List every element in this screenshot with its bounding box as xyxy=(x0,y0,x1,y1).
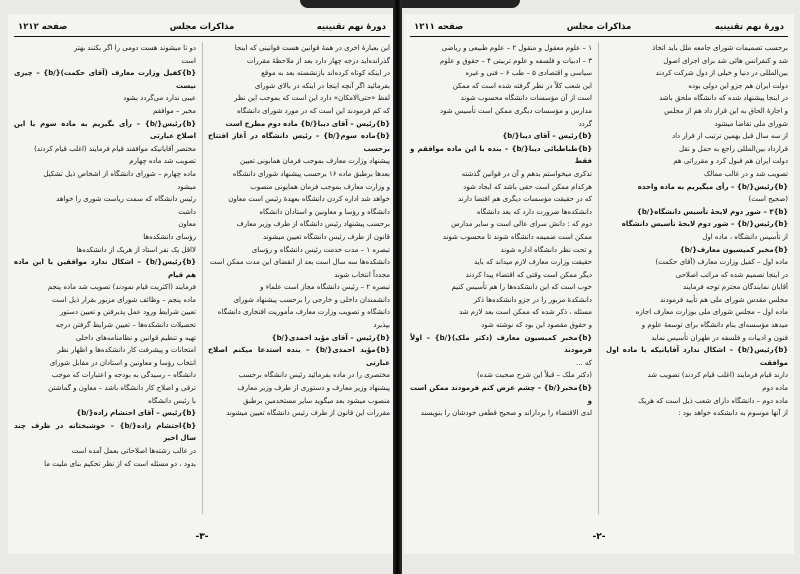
text-line: آقایان نمایندگان محترم توجه فرمایند xyxy=(682,283,788,292)
text-line: (دکتر ملک – قبلاً این شرح صحبت شده) xyxy=(476,371,592,380)
text-line: در اینجا پیشنهاد شده که دانشگاه ملحق باشد xyxy=(659,94,788,103)
text-line: ماده دوم – دانشگاه دارای شعب ذیل است که هریک xyxy=(638,396,788,405)
text-line: تعیین شرایط ورود عمل پذیرفتن و تعیین دستور xyxy=(59,308,196,317)
journal-title: مذاکرات مجلس xyxy=(169,22,235,32)
text-line: در اینجا تصمیم شده که مراتب اصلاحی xyxy=(675,270,788,279)
text-line: دوم که : دانش سرای عالی است و سایر مدارس xyxy=(451,220,592,229)
text-line: پیشنهاد وزارت معارف بموجب فرمان همایونی تعیین xyxy=(240,157,390,166)
text-line: دولت ایران هم جزو این دولی بوده xyxy=(688,81,788,90)
text-line: ماده اول – مجلس شورای ملی بوزارت معارف اجازه xyxy=(635,308,788,317)
text-line: تصویب شد ماده چهارم xyxy=(129,157,196,166)
text-line: بعدها برطبق ماده ۱۶ برحسب پیشنهاد شورای دانشگاه xyxy=(232,169,390,178)
speaker-heading-line: {b}۳ – شور دوم لایحهٔ تأسیس دانشگاه{/b} xyxy=(636,207,788,216)
text-line: هرکدام ممکن است حقی باشد که ایجاد شود xyxy=(463,182,592,191)
text-line: برحسب تصمیمات شورای جامعه ملل باید اتخاذ xyxy=(652,44,788,52)
speaker-heading-line: {b}رئیس{/b} – رأی بگیریم به ماده سوم با این اصلاح عبارتی xyxy=(14,119,196,141)
text-line: مسئله ، ذکر شده که ممکن است بعد لازم شد xyxy=(459,308,592,317)
text-line: دارند قیام فرمایند (اغلب قیام کردند) تصویب شد xyxy=(647,371,788,380)
text-line: قرارداد بین‌المللی راجع به حمل و نقل xyxy=(679,144,788,153)
text-line: است xyxy=(181,56,196,65)
text-line: ممکن است ضمیمه دانشگاه شوند تا محسوب شوند xyxy=(442,232,592,241)
text-line: دانشکدهٔ مزبور را در جزو دانشکده‌ها ذکر xyxy=(473,295,592,304)
text-line: مجدداً انتخاب شوند xyxy=(334,270,390,279)
text-column-right xyxy=(208,42,390,520)
journal-title: مذاکرات مجلس xyxy=(566,22,632,32)
text-line: مقررات این قانون از طرف رئیس دانشگاه تعیین میشوند xyxy=(226,409,390,418)
text-line: (صحیح است) xyxy=(748,195,788,204)
text-line: تصویب شد و در غالب ممالک xyxy=(703,169,788,178)
text-line: فنون و ادبیات و فلسفه در طهران تأسیس نماید xyxy=(651,333,788,342)
text-line: سیاسی و اقتصادی ۵ – طب ۶ – فنی و غیره xyxy=(465,69,592,78)
column-divider xyxy=(598,42,599,514)
speaker-heading-line: {b}مؤید احمدی{/b} – بنده استدعا میکنم اصلاح عبارتی xyxy=(208,346,390,367)
text-line: که ... xyxy=(576,358,592,367)
text-line: و حقوق مقصود این بود که نوشته شود xyxy=(481,321,592,330)
text-line: بفرمائید اگر آنچه اینجا در اینکه در بالای شورای xyxy=(254,81,390,90)
text-line: از آنها موسوم به دانشکده خواهد بود : xyxy=(678,409,788,418)
text-line: ماده چهارم – شورای دانشگاه از اشخاص ذیل تشکیل xyxy=(43,169,196,178)
journal-session: دورهٔ نهم تقنینیه xyxy=(714,22,784,32)
journal-session: دورهٔ نهم تقنینیه xyxy=(316,22,386,32)
column-divider xyxy=(202,42,203,514)
speaker-heading-line: {b}طباطبائی دیبا{/b} – بنده با این ماده موافقم و فقط xyxy=(410,144,592,166)
text-line: پیشنهاد وزیر معارف و دستوری از طرف وزیر معارف xyxy=(237,384,390,393)
page-number: -۳- xyxy=(195,532,209,542)
text-line: مختصری را در ماده بفرمائید رئیس دانشگاه برحسب xyxy=(238,371,390,380)
page-label: صفحه ۱۲۱۲ xyxy=(18,22,68,32)
page-number: -۲- xyxy=(592,532,606,542)
scan-shadow xyxy=(300,0,520,8)
text-line: معاون xyxy=(178,220,196,229)
text-line: در غالب رشته‌ها اصلاحاتی بعمل آمده است xyxy=(71,447,196,455)
text-line: برحسب پیشنهاد رئیس دانشگاه از طرف وزیر معارف xyxy=(236,220,390,229)
text-line: تبصره ۱ – مدت خدمت رئیس دانشگاه و رؤسای xyxy=(251,245,390,254)
text-line: که کم فرمودند این است که در مورد شورای دانشگاه xyxy=(237,106,390,115)
right-page xyxy=(404,14,794,554)
text-line: مجلس مقدس شورای ملی هم تأیید فرمودند xyxy=(659,295,788,304)
text-line: ۳ – ادبیات و فلسفه و علوم تربیتی ۴ – حقوق و علوم xyxy=(439,56,592,65)
text-line: گردد xyxy=(578,119,592,128)
text-line: لااقل یک نفر استاد از هریک از دانشکده‌ها xyxy=(76,245,196,254)
text-line: میشود xyxy=(177,182,196,191)
text-line: با رئیس دانشگاه xyxy=(148,396,196,405)
speaker-heading-line: {b}رئیس{/b} – اشکال ندارد موافقین با این ماده هم قیام xyxy=(14,258,196,279)
page-header xyxy=(410,20,788,37)
text-line: مختصر آقایانیکه موافقند قیام فرمایند (اغلب قیام کردند) xyxy=(34,144,196,153)
speaker-heading-line: {b}رئیس – آقای دیبا{/b} ماده دوم مطرح است xyxy=(225,119,390,128)
text-line: حقیقت وزارت معارف لازم میداند که باید xyxy=(474,258,592,267)
text-column-left xyxy=(14,42,196,520)
text-line: بدود ، دو مسئله است که از نظر تحکیم بنای ملیت ما xyxy=(44,459,196,468)
speaker-heading-line: {b}رئیس{/b} – اشکال ندارد آقایانیکه با ماده اول موافقت xyxy=(606,346,788,367)
text-line: که در حقیقت مؤسسات دیگری هم اقتضا دارند xyxy=(457,195,592,204)
text-line: دیگر ممکن است وقتی که اقتضاء پیدا کردند xyxy=(465,270,592,279)
text-line: خواهد شد اداره کردن دانشگاه بعهدهٔ رئیس است معاون xyxy=(228,195,390,204)
speaker-heading-line: {b}ماده سوم{/b} – رئیس دانشگاه در آغاز افتتاح برحسب xyxy=(208,132,390,153)
text-line: مدارس و مؤسسات دیگری ممکن است تأسیس شود xyxy=(440,106,592,115)
text-line: ماده اول – کفیل وزارت معارف (آقای حکمت) xyxy=(655,258,788,267)
text-line: دانشمندان داخلی و خارجی را برحسب پیشنهاد شورای xyxy=(233,295,390,304)
text-line: منصوب میشود بعد میگوید سایر مستخدمین برطبق xyxy=(243,396,390,405)
text-line: لدی الاقتضاء را برداراند و صحیح قطعی خودشان را بنویسند xyxy=(420,409,592,418)
text-line: ماده پنجم – وظائف شورای مزبور بقرار ذیل است xyxy=(51,295,196,304)
text-line: در اینکه کوتاه کرده‌اند بازنشسته بعد به موقع xyxy=(261,69,390,78)
text-line: تهیه و تنظیم قوانین و نظامنامه‌های داخلی xyxy=(75,333,196,342)
text-line: رؤسای دانشکده‌ها xyxy=(143,232,196,241)
text-line: این بعبارهٔ اخری در همهٔ قوانین هست قوانینی که اینجا xyxy=(234,44,390,52)
text-line: مخبر – موافقم xyxy=(152,106,196,115)
text-line: دانشگاه و رؤسا و معاونین و استادان دانشگاه xyxy=(259,207,390,216)
speaker-heading-line: {b}مخبر کمیسیون معارف (دکتر ملک){/b} – اولاً فرمودند xyxy=(410,333,592,355)
text-line: انتخاب رؤسا و معاونین و استادان در مقابل شورای xyxy=(49,358,196,367)
speaker-heading-line: {b}رئیس – آقای احتشام زاده{/b} xyxy=(76,409,196,418)
text-line: عیبی ندارد می‌گردد بشود xyxy=(123,94,196,103)
text-line: دولت ایران هم قبول کرد و مقرراتی هم xyxy=(673,157,788,166)
text-line: بپذیرد xyxy=(373,321,390,330)
speaker-heading-line: {b}احتشام زاده{/b} – خوشبختانه در ظرف چند سال اخیر xyxy=(14,421,196,443)
text-column-right xyxy=(606,42,788,520)
text-line: دانشگاه و تصویب وزارت معارف مأموریت افتخاری دانشگاه xyxy=(217,308,390,317)
text-line: و وزارت معارف بموجب فرمان همایونی منصوب xyxy=(250,182,390,191)
text-line: لفظ «حتی‌الامکان» دارد این است که بموجب این نظر xyxy=(234,94,390,103)
text-line: ماده دوم xyxy=(762,384,788,393)
left-page xyxy=(8,14,396,554)
text-line: تبصره ۲ – رئیس دانشگاه مجاز است علماء و xyxy=(260,283,390,292)
text-line: امتحانات و پیشرفت کار دانشکده‌ها و اظهار نظر xyxy=(57,346,196,355)
text-line: قانون از طرف رئیس دانشگاه تعیین میشوند xyxy=(262,232,390,241)
text-line: شورای ملی تقاضا میشود xyxy=(714,119,788,128)
book-binding xyxy=(393,0,402,574)
speaker-heading-line: {b}مخبر کمیسیون معارف{/b} xyxy=(679,245,788,254)
text-line: و تحت نظر دانشگاه اداره شوند xyxy=(500,245,592,254)
speaker-heading-line: {b}رئیس{/b} – شور دوم لایحهٔ تأسیس دانشگاه xyxy=(621,220,788,229)
speaker-heading-line: {b}کفیل وزارت معارف (آقای حکمت){/b} – چیزی نیست xyxy=(14,69,196,90)
text-line: رئیس دانشگاه که سمت ریاست شوری را خواهد xyxy=(56,195,196,204)
text-line: داشت xyxy=(178,207,196,216)
text-line: فرمایند (اکثریت قیام نمودند) تصویب شد ماده پنجم xyxy=(47,283,196,292)
text-line: دو تا میشوند هست دومی را اگر بکنند بهتر xyxy=(74,44,196,52)
text-line: این شعب کلاً در نظر گرفته شده است که ممکن xyxy=(452,81,592,90)
text-line: دانشکده‌ها سه سال است بعد از انقضای این مدت ممکن است xyxy=(209,258,390,267)
speaker-heading-line: {b}رئیس{/b} – رأی میگیریم به ماده واحده xyxy=(637,182,788,191)
page-label: صفحه ۱۲۱۱ xyxy=(414,22,464,32)
text-column-left xyxy=(410,42,592,520)
text-line: بین‌المللی در دنیا و خیلی از دول شرکت کردند xyxy=(655,69,788,78)
page-header xyxy=(14,20,390,37)
text-line: میدهد مؤسسه‌ای بنام دانشگاه برای توسعهٔ علوم و xyxy=(641,321,788,330)
speaker-heading-line: {b}مخبر{/b} – چشم عرض کنم فرمودند ممکن است و xyxy=(410,384,592,405)
text-line: گذرانده‌اید درجه چهار دارد بعد از ملاحظهٔ مقررات xyxy=(246,56,390,65)
text-line: دانشکده‌ها ضرورت دارد که بعد دانشگاه xyxy=(476,207,592,216)
text-line: از تأسیس دانشگاه ، ماده اول xyxy=(702,232,788,241)
text-line: تذکری میخواستم بدهم و آن در قوانین گذشته xyxy=(461,169,592,178)
speaker-heading-line: {b}رئیس – آقای دیبا{/b} xyxy=(502,132,592,141)
text-line: ۱ – علوم معقول و منقول ۲ – علوم طبیعی و ریاضی xyxy=(441,44,592,52)
text-line: شد و کنفرانس هائی شد برای اجرای اصول xyxy=(663,56,788,65)
text-line: تحصیلات دانشکده‌ها – تعیین شرایط گرفتن درجه xyxy=(55,321,196,330)
speaker-heading-line: {b}رئیس – آقای مؤید احمدی{/b} xyxy=(271,333,390,342)
text-line: خوب است که این دانشکده‌ها را هم تأسیس کنیم xyxy=(451,283,592,292)
text-line: از سه سال قبل بهمین ترتیب از قرار داد xyxy=(671,132,788,141)
text-line: و اجازهٔ الحاق به این قرار داد هم از مجلس xyxy=(664,106,788,115)
text-line: است از آن مؤسسات دانشگاه محسوب شوند xyxy=(460,94,592,103)
text-line: ترقی و اصلاح کار دانشگاه باشد – معاون و گماشتن xyxy=(48,384,196,393)
text-line: دانشگاه – رسیدگی به بودجه و اعتبارات که موجب xyxy=(51,371,196,380)
